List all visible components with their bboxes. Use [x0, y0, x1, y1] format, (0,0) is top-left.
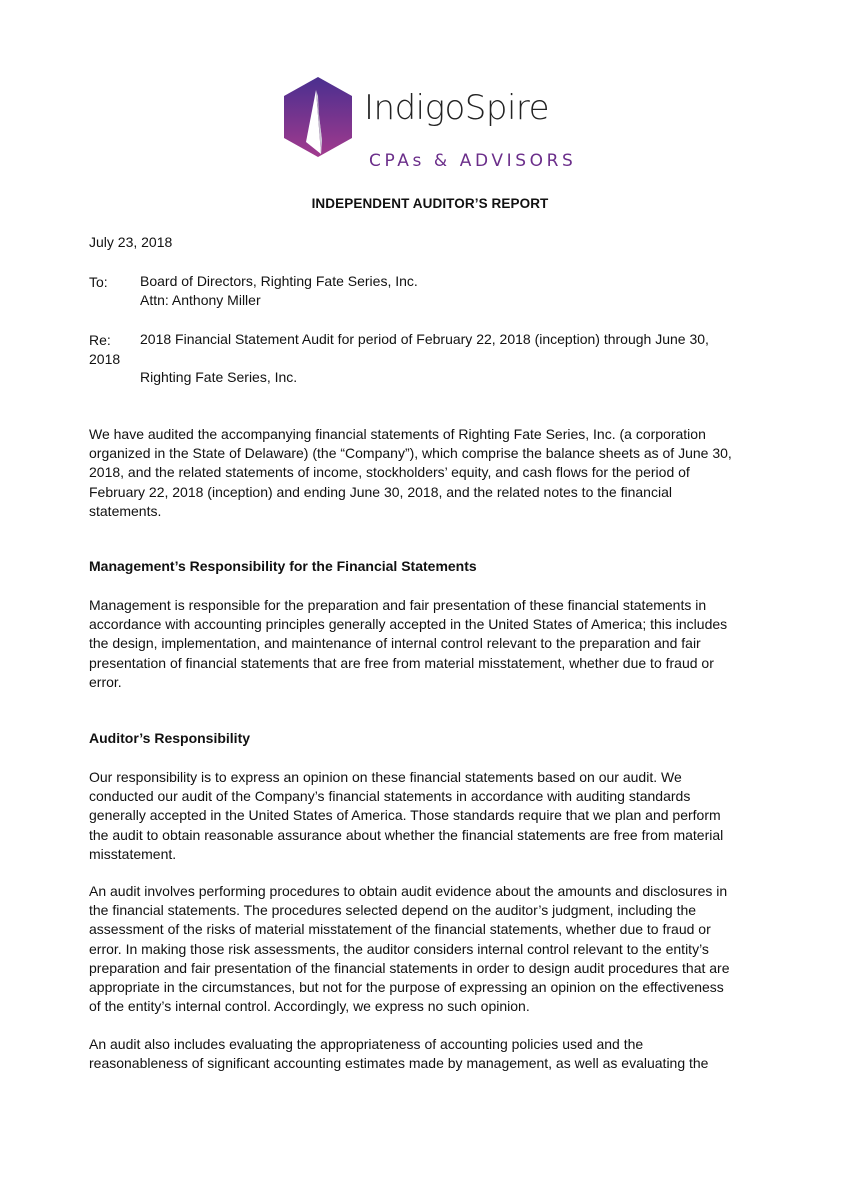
- auditor-paragraph-3: [89, 1035, 769, 1073]
- to-recipient: Board of Directors, Righting Fate Series, Inc.: [140, 273, 418, 289]
- text-line: statements.: [89, 502, 162, 519]
- text-line: reasonableness of significant accounting estimates made by management, as well as evaluating the: [89, 1055, 709, 1072]
- hexagon-spire-icon: [282, 76, 354, 158]
- report-title: INDEPENDENT AUDITOR’S REPORT: [311, 196, 549, 211]
- to-label: To:: [89, 274, 108, 290]
- re-label: Re:: [89, 332, 111, 348]
- to-attention: Attn: Anthony Miller: [140, 292, 261, 308]
- text-line: An audit also includes evaluating the appropriateness of accounting policies used and the: [89, 1036, 644, 1052]
- text-line: February 22, 2018 (inception) and ending June 30, 2018, and the related notes to the financial: [89, 483, 672, 500]
- text-line: the design, implementation, and maintenance of internal control relevant to the preparation and fair: [89, 635, 701, 652]
- text-line: conducted our audit of the Company’s financial statements in accordance with auditing standards: [89, 788, 691, 805]
- text-line: generally accepted in the United States of America. Those standards require that we plan and perform: [89, 807, 721, 824]
- management-paragraph: [89, 596, 769, 692]
- text-line: the financial statements. The procedures selected depend on the auditor’s judgment, including the: [89, 902, 697, 919]
- text-line: the audit to obtain reasonable assurance about whether the financial statements are free from material: [89, 826, 724, 843]
- text-line: appropriate in the circumstances, but not for the purpose of expressing an opinion on the effectiveness: [89, 979, 724, 996]
- text-line: error.: [89, 673, 122, 690]
- auditor-paragraph-1: [89, 768, 769, 864]
- logo-wordmark: IndigoSpire: [364, 88, 550, 128]
- text-line: An audit involves performing procedures to obtain audit evidence about the amounts and disclosures in: [89, 883, 728, 899]
- text-line: accordance with accounting principles generally accepted in the United States of America; this includes: [89, 616, 728, 633]
- text-line: presentation of financial statements that are free from material misstatement, whether due to fraud or: [89, 654, 714, 671]
- re-subject-line1: 2018 Financial Statement Audit for period of February 22, 2018 (inception) through June 30,: [140, 331, 709, 347]
- text-line: Our responsibility is to express an opinion on these financial statements based on our audit. We: [89, 769, 682, 785]
- section-heading-management: Management’s Responsibility for the Financial Statements: [89, 558, 477, 574]
- text-line: misstatement.: [89, 845, 177, 862]
- text-line: error. In making those risk assessments, the auditor considers internal control relevant to the entity’s: [89, 940, 709, 957]
- report-date: July 23, 2018: [89, 234, 173, 250]
- text-line: We have audited the accompanying financial statements of Righting Fate Series, Inc. (a corporation: [89, 426, 706, 442]
- logo-tagline: CPAs & ADVISORS: [369, 151, 577, 171]
- text-line: of the entity’s internal control. Accordingly, we express no such opinion.: [89, 998, 530, 1015]
- text-line: organized in the State of Delaware) (the “Company”), which comprise the balance sheets as of June 30,: [89, 445, 732, 462]
- text-line: assessment of the risks of material misstatement of the financial statements, whether due to fraud or: [89, 921, 711, 938]
- re-company: Righting Fate Series, Inc.: [140, 369, 298, 385]
- text-line: 2018, and the related statements of income, stockholders’ equity, and cash flows for the period of: [89, 464, 690, 481]
- text-line: Management is responsible for the preparation and fair presentation of these financial statements in: [89, 597, 707, 613]
- company-logo: [282, 76, 582, 176]
- section-heading-auditor: Auditor’s Responsibility: [89, 730, 251, 746]
- re-subject-line2: 2018: [89, 351, 121, 367]
- text-line: preparation and fair presentation of the financial statements in order to design audit procedures that are: [89, 959, 730, 976]
- intro-paragraph: [89, 425, 769, 521]
- auditor-paragraph-2: [89, 882, 769, 1016]
